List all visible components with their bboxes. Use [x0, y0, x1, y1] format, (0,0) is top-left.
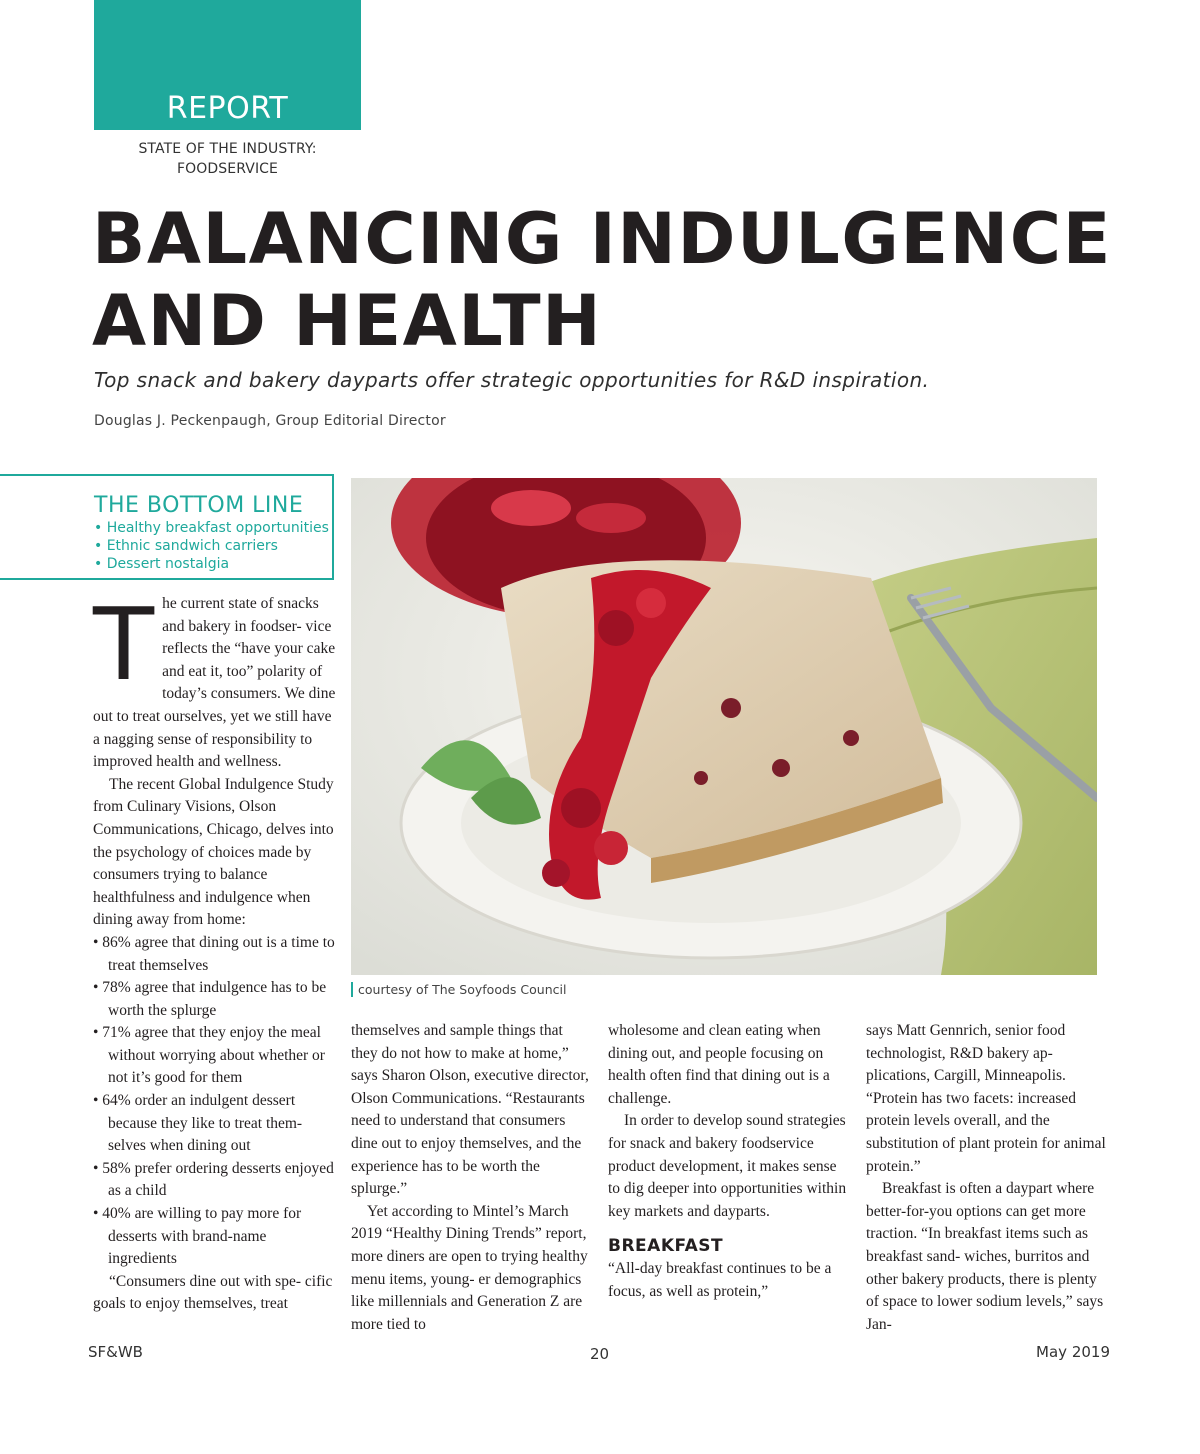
stats-list	[93, 932, 336, 1271]
bottom-line-item: • Ethnic sandwich carriers	[94, 538, 278, 554]
photo-caption: courtesy of The Soyfoods Council	[351, 982, 566, 997]
paragraph: Breakfast is often a daypart where better-for-you options can get more traction. “In breakfast items such as breakfast sand- wiches, burritos and other bakery products, there is plenty of space to lower sodium levels,” says Jan-	[866, 1180, 1104, 1333]
section-line-1: STATE OF THE INDUSTRY:	[138, 141, 317, 157]
bottom-line-list	[94, 519, 329, 573]
footer-date: May 2019	[1036, 1343, 1110, 1361]
headline-line-2: AND HEALTH	[92, 280, 603, 362]
section-subtitle	[94, 139, 361, 179]
paragraph: In order to develop sound strategies for snack and bakery foodservice product development, it makes sense to dig deeper into opportunities within key markets and dayparts.	[608, 1112, 847, 1220]
headline	[92, 198, 1152, 362]
stat-item: • 40% are willing to pay more for desserts with brand-name ingredients	[93, 1205, 302, 1268]
bottom-line-item: • Healthy breakfast opportunities	[94, 520, 329, 536]
report-tab	[94, 0, 361, 130]
stat-item: • 86% agree that dining out is a time to treat themselves	[93, 933, 335, 974]
bottom-line-title: THE BOTTOM LINE	[94, 493, 304, 518]
body-column-1	[93, 586, 336, 1316]
paragraph: wholesome and clean eating when dining out, and people focusing on health often find that dining out is a challenge.	[608, 1022, 830, 1107]
section-line-2: FOODSERVICE	[177, 161, 278, 177]
paragraph: says Matt Gennrich, senior food technologist, R&D bakery ap- plications, Cargill, Minneapolis. “Protein has two facets: increased protein levels overall, and the substitution of plant protein for animal protein.”	[866, 1022, 1106, 1175]
bottom-line-box	[0, 474, 334, 580]
drop-cap: T	[93, 586, 155, 703]
cheesecake-illustration	[351, 478, 1097, 975]
footer-publication: SF&WB	[88, 1343, 143, 1361]
body-column-3	[608, 1020, 850, 1304]
report-label: REPORT	[166, 91, 289, 126]
footer-page-number: 20	[590, 1345, 610, 1363]
body-column-4	[866, 1020, 1108, 1336]
stat-item: • 71% agree that they enjoy the meal without worrying about whether or not it’s good for them	[93, 1024, 325, 1087]
stat-item: • 78% agree that indulgence has to be worth the splurge	[93, 979, 327, 1019]
paragraph: “All-day breakfast continues to be a focus, as well as protein,”	[608, 1260, 832, 1300]
headline-line-1: BALANCING INDULGENCE	[92, 198, 1112, 280]
stat-item: • 64% order an indulgent dessert because they like to treat them- selves when dining out	[93, 1092, 303, 1155]
paragraph: Yet according to Mintel’s March 2019 “Healthy Dining Trends” report, more diners are open to trying healthy menu items, young- er demographics like millennials and Generation Z are more tied to	[351, 1202, 588, 1333]
paragraph: themselves and sample things that they do not how to make at home,” says Sharon Olson, executive director, Olson Communications. “Restaurants need to understand that consumers dine out to enjoy themselves, and the experience has to be worth the splurge.”	[351, 1022, 589, 1198]
deck: Top snack and bakery dayparts offer strategic opportunities for R&D inspiration.	[94, 368, 930, 392]
stat-item: • 58% prefer ordering desserts enjoyed as a child	[93, 1159, 334, 1200]
cheesecake-photo	[351, 478, 1097, 975]
bottom-line-item: • Dessert nostalgia	[94, 556, 230, 572]
intro-text: he current state of snacks and bakery in foodser- vice reflects the “have your cake and eat it, too” polarity of today’s consumers. We dine out to treat ourselves, yet we still have a nagging sense of responsibility to improved health and wellness.	[93, 595, 336, 771]
paragraph: The recent Global Indulgence Study from Culinary Visions, Olson Communications, Chicago, delves into the psychology of choices made by consumers trying to balance healthfulness and indulgence when dining away from home:	[93, 775, 334, 929]
subhead-breakfast: BREAKFAST	[608, 1236, 724, 1257]
intro-paragraph	[93, 586, 336, 774]
body-column-2	[351, 1020, 593, 1336]
byline: Douglas J. Peckenpaugh, Group Editorial Director	[94, 413, 446, 429]
paragraph: “Consumers dine out with spe- cific goals to enjoy themselves, treat	[93, 1272, 333, 1313]
